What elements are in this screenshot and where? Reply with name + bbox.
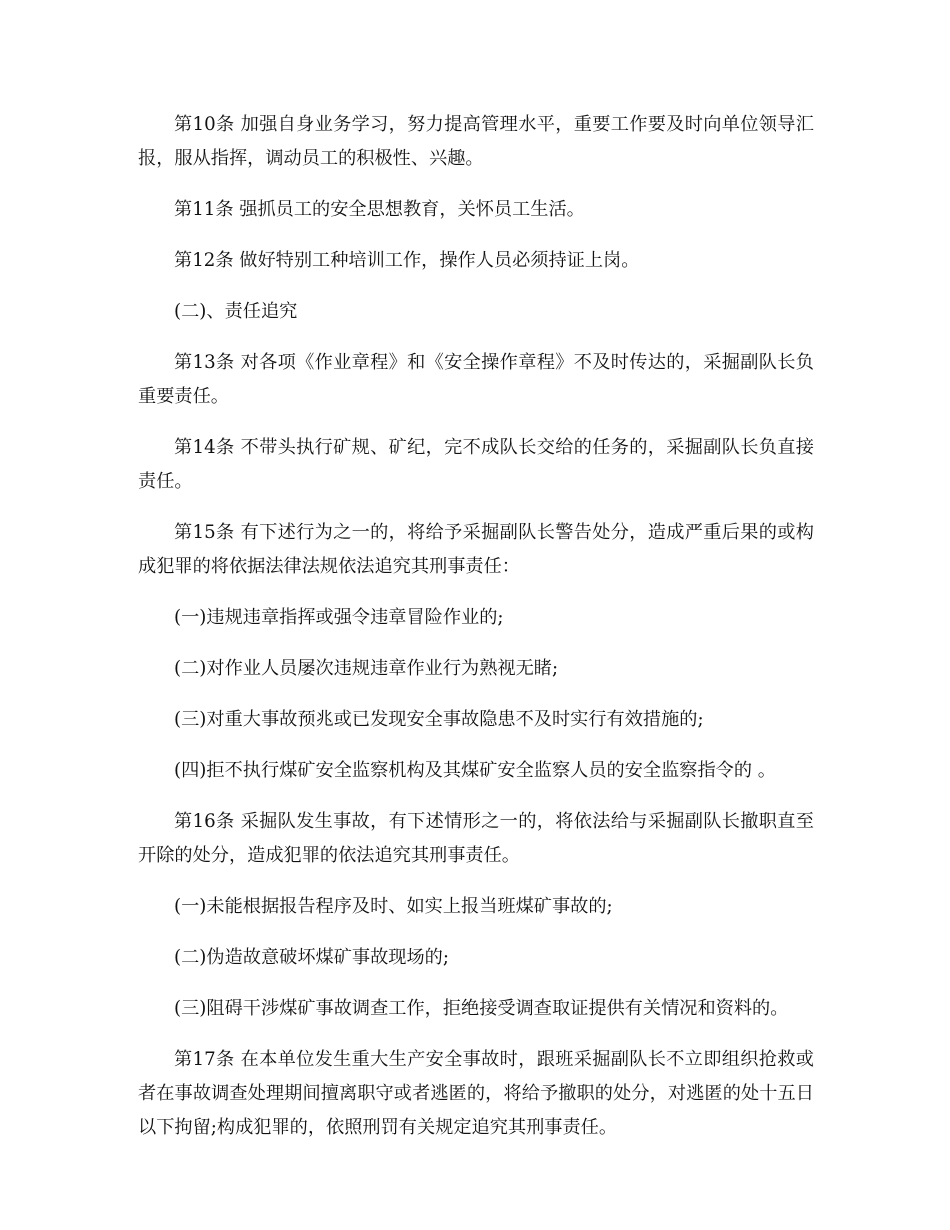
article-14: 第14条 不带头执行矿规、矿纪，完不成队长交给的任务的，采掘副队长负直接责任。 [138,437,814,492]
article-16-item-2: (二)伪造故意破坏煤矿事故现场的; [174,947,449,968]
article-10: 第10条 加强自身业务学习，努力提高管理水平，重要工作要及时向单位领导汇报，服从指挥，调动员工的积极性、兴趣。 [138,114,814,169]
article-16: 第16条 采掘队发生事故，有下述情形之一的，将依法给与采掘副队长撤职直至开除的处分，造成犯罪的依法追究其刑事责任。 [138,811,814,866]
article-16-item-1: (一)未能根据报告程序及时、如实上报当班煤矿事故的; [174,896,613,917]
section-heading-responsibility: (二)、责任追究 [174,301,298,322]
article-15: 第15条 有下述行为之一的，将给予采掘副队长警告处分，造成严重后果的或构成犯罪的将依据法律法规依法追究其刑事责任： [138,522,814,577]
article-15-item-4: (四)拒不执行煤矿安全监察机构及其煤矿安全监察人员的安全监察指令的 。 [174,760,776,781]
article-15-item-1: (一)违规违章指挥或强令违章冒险作业的; [174,607,504,628]
article-15-item-3: (三)对重大事故预兆或已发现安全事故隐患不及时实行有效措施的; [174,709,704,730]
article-11: 第11条 强抓员工的安全思想教育，关怀员工生活。 [174,199,585,220]
article-12: 第12条 做好特别工种培训工作，操作人员必须持证上岗。 [174,250,640,271]
article-16-item-3: (三)阻碍干涉煤矿事故调查工作，拒绝接受调查取证提供有关情况和资料的。 [174,998,789,1019]
article-13: 第13条 对各项《作业章程》和《安全操作章程》不及时传达的，采掘副队长负重要责任。 [138,352,814,407]
article-15-item-2: (二)对作业人员屡次违规违章作业行为熟视无睹; [174,658,559,679]
document-body [138,108,814,1162]
article-17: 第17条 在本单位发生重大生产安全事故时，跟班采掘副队长不立即组织抢救或者在事故调查处理期间擅离职守或者逃匿的，将给予撤职的处分，对逃匿的处十五日以下拘留;构成犯罪的，依照刑罚有关规定追究其刑事责任。 [138,1049,814,1138]
